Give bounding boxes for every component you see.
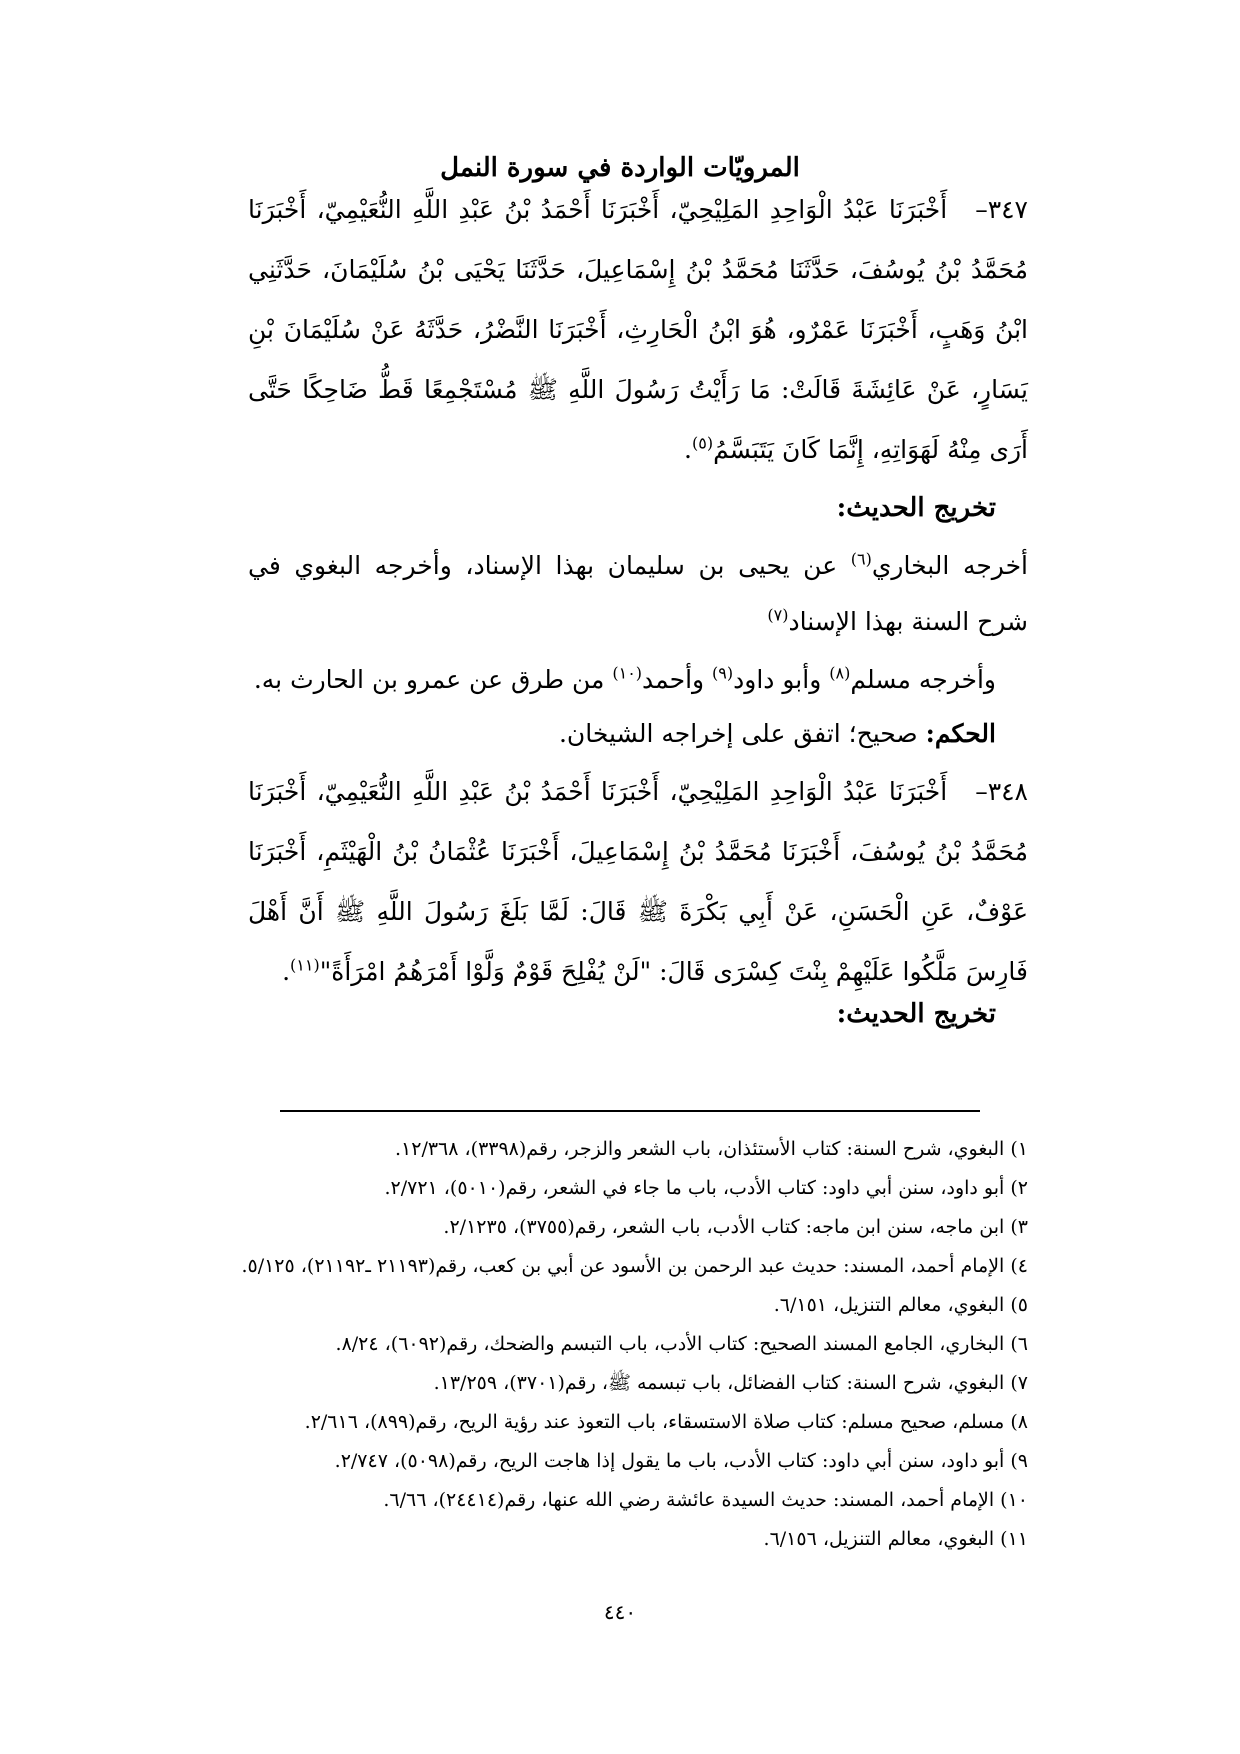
footnote-item: ٤) الإمام أحمد، المسند: حديث عبد الرحمن بن الأسود عن أبي بن كعب، رقم(٢١١٩٣ ـ٢١١٩٢)، ٥/١٢٥. bbox=[241, 1255, 1028, 1277]
takhrij-paragraph-2 bbox=[248, 650, 996, 710]
footnote-ref-9[interactable]: (٩) bbox=[712, 663, 734, 683]
takhrij-text: من طرق عن عمرو بن الحارث به. bbox=[253, 665, 613, 694]
takhrij-heading: تخريج الحديث: bbox=[836, 999, 996, 1029]
footnote-ref-8[interactable]: (٨) bbox=[829, 663, 851, 683]
footnote-item: ٢) أبو داود، سنن أبي داود: كتاب الأدب، باب ما جاء في الشعر، رقم(٥٠١٠)، ٢/٧٢١. bbox=[384, 1177, 1028, 1199]
hadith-end: . bbox=[684, 435, 692, 464]
footnote-item: ٣) ابن ماجه، سنن ابن ماجه: كتاب الأدب، باب الشعر، رقم(٣٧٥٥)، ٢/١٢٣٥. bbox=[443, 1216, 1028, 1238]
hadith-number: ٣٤٧– bbox=[975, 195, 1028, 224]
takhrij-text: وأحمد bbox=[642, 665, 713, 694]
ruling bbox=[248, 704, 996, 764]
footnote-item: ٩) أبو داود، سنن أبي داود: كتاب الأدب، باب ما يقول إذا هاجت الريح، رقم(٥٠٩٨)، ٢/٧٤٧. bbox=[334, 1450, 1028, 1472]
takhrij-text: أخرجه البخاري bbox=[871, 551, 1028, 580]
footnote-ref-5[interactable]: (٥) bbox=[691, 433, 714, 453]
footnote-ref-7[interactable]: (٧) bbox=[767, 605, 789, 625]
ruling-label: الحكم: bbox=[925, 719, 996, 748]
footnote-item: ٨) مسلم، صحيح مسلم: كتاب صلاة الاستسقاء، باب التعوذ عند رؤية الريح، رقم(٨٩٩)، ٢/٦١٦. bbox=[304, 1411, 1028, 1433]
takhrij-heading: تخريج الحديث: bbox=[836, 493, 996, 523]
footnote-item: ٦) البخاري، الجامع المسند الصحيح: كتاب الأدب، باب التبسم والضحك، رقم(٦٠٩٢)، ٨/٢٤. bbox=[335, 1333, 1028, 1355]
hadith-end: . bbox=[282, 957, 291, 986]
hadith-text: أَخْبَرَنَا عَبْدُ الْوَاحِدِ المَلِيْحِيّ، أَخْبَرَنَا أَحْمَدُ بْنُ عَبْدِ اللَّهِ النُّعَيْمِيّ، أَخْبَرَنَا مُحَمَّدُ بْنُ يُوسُفَ، أَخْبَرَنَا مُحَمَّدُ بْنُ إِسْمَاعِيلَ، أَخْبَرَنَا عُثْمَانُ بْنُ الْهَيْثَمِ، أَخْبَرَنَا عَوْفٌ، عَنِ الْحَسَنِ، عَنْ أَبِي بَكْرَةَ ﷺ قَالَ: لَمَّا بَلَغَ رَسُولَ اللَّهِ ﷺ أَنَّ أَهْلَ فَارِسَ مَلَّكُوا عَلَيْهِمْ بِنْتَ كِسْرَى قَالَ: "لَنْ يُفْلِحَ قَوْمٌ وَلَّوْا أَمْرَهُمُ امْرَأَةً" bbox=[248, 777, 1028, 986]
footnote-item: ٧) البغوي، شرح السنة: كتاب الفضائل، باب تبسمه ﷺ، رقم(٣٧٠١)، ١٣/٢٥٩. bbox=[433, 1372, 1028, 1394]
hadith-number: ٣٤٨– bbox=[975, 777, 1028, 806]
footnote-item: ١) البغوي، شرح السنة: كتاب الأستئذان، باب الشعر والزجر، رقم(٣٣٩٨)، ١٢/٣٦٨. bbox=[394, 1138, 1028, 1160]
footnote-ref-10[interactable]: (١٠) bbox=[612, 663, 643, 683]
hadith-text: أَخْبَرَنَا عَبْدُ الْوَاحِدِ المَلِيْحِيّ، أَخْبَرَنَا أَحْمَدُ بْنُ عَبْدِ اللَّهِ النُّعَيْمِيّ، أَخْبَرَنَا مُحَمَّدُ بْنُ يُوسُفَ، حَدَّثَنَا مُحَمَّدُ بْنُ إِسْمَاعِيلَ، حَدَّثَنَا يَحْيَى بْنُ سُلَيْمَانَ، حَدَّثَنِي ابْنُ وَهَبٍ، أَخْبَرَنَا عَمْرٌو، هُوَ ابْنُ الْحَارِثِ، أَخْبَرَنَا النَّضْرُ، حَدَّثَهُ عَنْ سُلَيْمَانَ بْنِ يَسَارٍ، عَنْ عَائِشَةَ قَالَتْ: مَا رَأَيْتُ رَسُولَ اللَّهِ ﷺ مُسْتَجْمِعًا قَطُّ ضَاحِكًا حَتَّى أَرَى مِنْهُ لَهَوَاتِهِ، إِنَّمَا كَانَ يَتَبَسَّمُ bbox=[248, 195, 1028, 464]
footnote-ref-6[interactable]: (٦) bbox=[850, 549, 872, 569]
footnote-item: ٥) البغوي، معالم التنزيل، ٦/١٥١. bbox=[773, 1294, 1028, 1316]
footnote-item: ١٠) الإمام أحمد، المسند: حديث السيدة عائشة رضي الله عنها، رقم(٢٤٤١٤)، ٦/٦٦. bbox=[383, 1489, 1028, 1511]
footnote-item: ١١) البغوي، معالم التنزيل، ٦/١٥٦. bbox=[763, 1528, 1028, 1550]
takhrij-text: وأخرجه مسلم bbox=[850, 665, 996, 694]
takhrij-paragraph-1 bbox=[248, 538, 1028, 650]
page-number: ٤٤٠ bbox=[603, 1600, 637, 1624]
footnote-ref-11[interactable]: (١١) bbox=[290, 955, 320, 975]
hadith-348 bbox=[248, 762, 1028, 1002]
page-title: المرويّات الواردة في سورة النمل bbox=[440, 153, 800, 183]
footnote-separator bbox=[280, 1110, 980, 1112]
footnotes-list bbox=[178, 1130, 1028, 1559]
takhrij-text: عن يحيى بن سليمان بهذا الإسناد، وأخرجه البغوي في شرح السنة بهذا الإسناد bbox=[248, 551, 1028, 636]
hadith-347 bbox=[248, 180, 1028, 480]
takhrij-text: وأبو داود bbox=[733, 665, 830, 694]
ruling-text: صحيح؛ اتفق على إخراجه الشيخان. bbox=[558, 719, 926, 748]
